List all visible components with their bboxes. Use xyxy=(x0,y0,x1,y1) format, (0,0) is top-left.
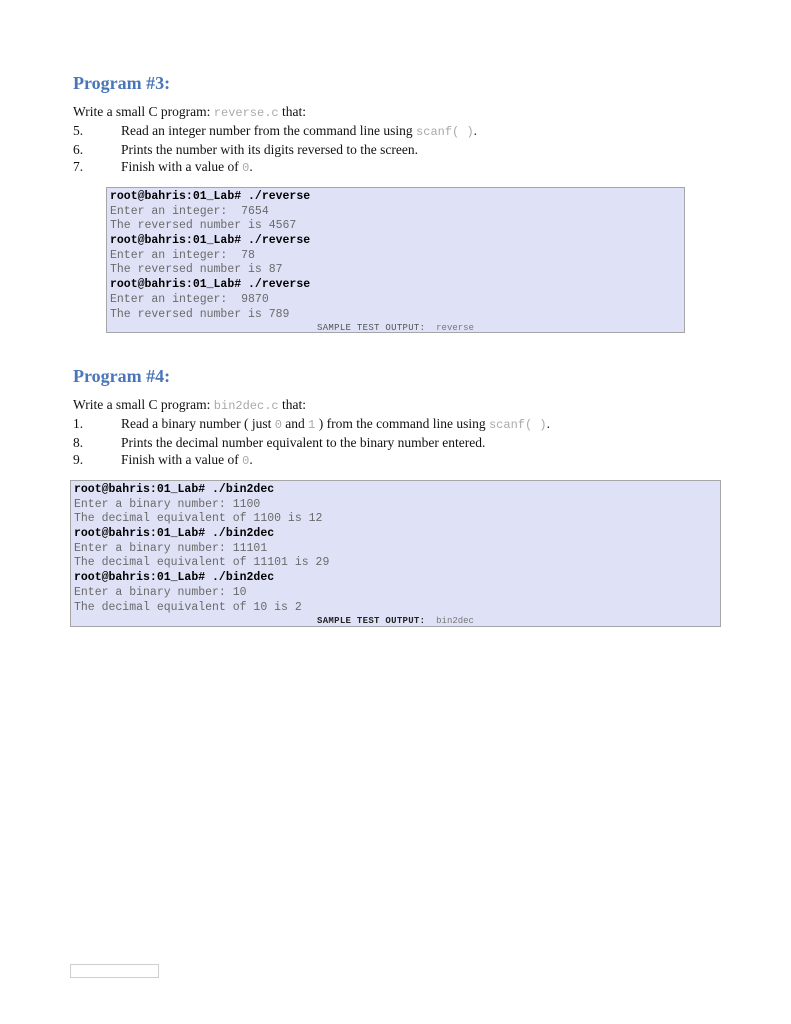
terminal-line: root@bahris:01_Lab# ./reverse xyxy=(110,234,311,248)
terminal-line: The reversed number is 87 xyxy=(110,263,283,277)
step-number: 1. xyxy=(73,416,84,431)
step-text xyxy=(121,451,253,470)
terminal-line: Enter an integer: 9870 xyxy=(110,292,269,306)
program-3-section xyxy=(73,73,713,177)
step-text-part: Finish with a value of xyxy=(121,452,239,467)
program-3-steps xyxy=(73,122,713,177)
filename: reverse.c xyxy=(213,106,279,120)
caption-label: SAMPLE TEST OUTPUT: xyxy=(317,323,426,334)
step-number: 7. xyxy=(73,159,84,174)
step-code: 0 xyxy=(274,418,282,432)
step-text-part: and xyxy=(285,416,305,431)
step-code: 0 xyxy=(242,454,250,468)
step-code: scanf( ) xyxy=(416,125,474,139)
step-item xyxy=(73,141,713,158)
step-text-end: . xyxy=(249,452,253,467)
step-text-end: . xyxy=(473,123,478,138)
step-code: 1 xyxy=(308,418,316,432)
terminal-line: Enter an integer: 7654 xyxy=(110,204,269,218)
step-item xyxy=(73,451,713,470)
filename: bin2dec.c xyxy=(213,399,279,413)
step-text: Prints the decimal number equivalent to the binary number entered. xyxy=(121,435,486,450)
step-text-part: Read a binary number ( just xyxy=(121,416,272,431)
terminal-line: root@bahris:01_Lab# ./reverse xyxy=(110,190,311,203)
terminal-line: The reversed number is 789 xyxy=(110,307,290,321)
step-item xyxy=(73,158,713,177)
terminal-line: root@bahris:01_Lab# ./bin2dec xyxy=(74,483,275,496)
step-text-part: ) from the command line using xyxy=(318,416,486,431)
step-text xyxy=(121,122,477,141)
terminal-caption xyxy=(110,322,681,334)
terminal-line: Enter an integer: 78 xyxy=(110,248,255,262)
program-3-intro xyxy=(73,103,713,122)
step-item xyxy=(73,434,713,451)
caption-label: SAMPLE TEST OUTPUT: xyxy=(317,616,426,627)
step-text: Prints the number with its digits reversed to the screen. xyxy=(121,142,418,157)
program-4-intro xyxy=(73,396,713,415)
intro-suffix: that: xyxy=(281,104,306,119)
step-text-part: Read an integer number from the command line using xyxy=(121,123,413,138)
terminal-line: root@bahris:01_Lab# ./bin2dec xyxy=(74,571,275,585)
program-4-terminal xyxy=(70,480,721,627)
intro-text: Write a small C program: xyxy=(73,104,211,119)
terminal-caption xyxy=(74,615,717,627)
terminal-line: Enter a binary number: 11101 xyxy=(74,541,268,555)
step-number: 9. xyxy=(73,452,84,467)
step-text-part: Finish with a value of xyxy=(121,159,239,174)
step-text-end: . xyxy=(249,159,253,174)
terminal-line: The decimal equivalent of 10 is 2 xyxy=(74,600,302,614)
terminal-line: The reversed number is 4567 xyxy=(110,219,297,233)
terminal-line: Enter a binary number: 1100 xyxy=(74,497,261,511)
step-number: 6. xyxy=(73,142,84,157)
program-4-section xyxy=(73,366,713,470)
step-number: 5. xyxy=(73,123,84,138)
step-code: 0 xyxy=(242,161,250,175)
footer-box xyxy=(70,964,159,978)
step-text-end: . xyxy=(546,416,550,431)
terminal-line: root@bahris:01_Lab# ./reverse xyxy=(110,278,311,292)
intro-suffix: that: xyxy=(281,397,306,412)
caption-name: bin2dec xyxy=(436,616,474,627)
step-code: scanf( ) xyxy=(488,418,547,432)
step-item xyxy=(73,122,713,141)
terminal-line: Enter a binary number: 10 xyxy=(74,585,247,599)
program-3-terminal xyxy=(106,187,685,333)
program-4-steps xyxy=(73,415,713,470)
terminal-line: root@bahris:01_Lab# ./bin2dec xyxy=(74,527,275,541)
program-3-heading: Program #3: xyxy=(73,73,171,93)
step-number: 8. xyxy=(73,435,84,450)
terminal-line: The decimal equivalent of 1100 is 12 xyxy=(74,512,323,526)
step-text xyxy=(121,158,253,177)
program-4-heading: Program #4: xyxy=(73,366,171,386)
step-text xyxy=(121,415,550,434)
intro-text: Write a small C program: xyxy=(73,397,211,412)
terminal-line: The decimal equivalent of 11101 is 29 xyxy=(74,556,330,570)
step-item xyxy=(73,415,713,434)
caption-name: reverse xyxy=(436,323,474,334)
